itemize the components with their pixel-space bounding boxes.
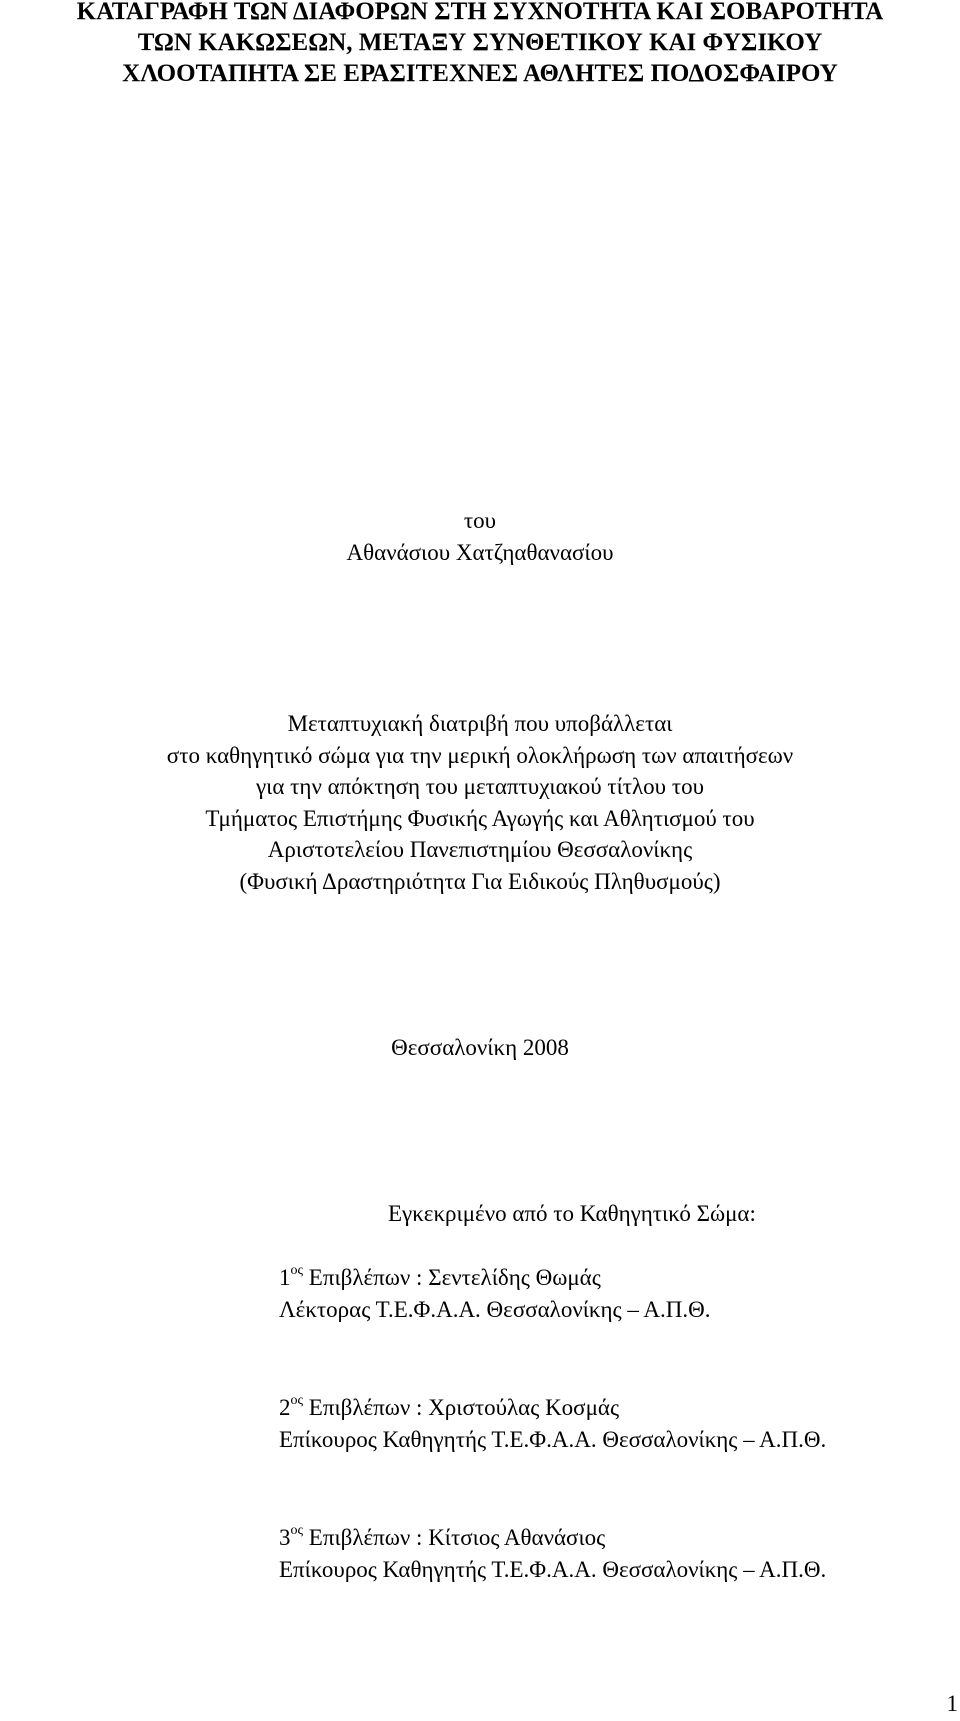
committee-member-2 <box>279 1392 826 1455</box>
committee-heading: Εγκεκριμένο από το Καθηγητικό Σώμα: <box>388 1201 756 1226</box>
member-1-ordinal-suffix: ος <box>290 1263 304 1279</box>
page-number: 1 <box>946 1691 958 1716</box>
place-date-text: Θεσσαλονίκη 2008 <box>391 1035 569 1060</box>
title-line-2: ΤΩΝ ΚΑΚΩΣΕΩΝ, ΜΕΤΑΞΥ ΣΥΝΘΕΤΙΚΟΥ ΚΑΙ ΦΥΣΙΚΟΥ <box>137 29 823 56</box>
member-1-title: Λέκτορας Τ.Ε.Φ.Α.Α. Θεσσαλονίκης – Α.Π.Θ. <box>279 1296 711 1322</box>
member-2-ordinal-suffix: ος <box>290 1393 304 1409</box>
member-3-ordinal-suffix: ος <box>290 1523 304 1539</box>
member-1-ordinal: 1 <box>279 1265 291 1290</box>
committee-member-3 <box>279 1522 826 1585</box>
document-title <box>0 0 960 89</box>
place-date <box>0 1032 960 1064</box>
thesis-line-4: Τμήματος Επιστήμης Φυσικής Αγωγής και Αθλητισμού του <box>205 805 755 831</box>
thesis-line-2: στο καθηγητικό σώμα για την μερική ολοκλήρωση των απαιτήσεων <box>166 742 794 768</box>
thesis-statement <box>0 708 960 897</box>
member-2-ordinal: 2 <box>279 1395 291 1420</box>
committee-member-1 <box>279 1262 710 1325</box>
author-block <box>0 505 960 568</box>
thesis-line-3: για την απόκτηση του μεταπτυχιακού τίτλου του <box>256 774 704 799</box>
author-name: Αθανάσιου Χατζηαθανασίου <box>346 539 614 565</box>
member-3-ordinal: 3 <box>279 1525 291 1550</box>
member-3-label: Επιβλέπων : Κίτσιος Αθανάσιος <box>308 1525 606 1550</box>
author-prefix: του <box>463 508 497 533</box>
thesis-line-6: (Φυσική Δραστηριότητα Για Ειδικούς Πληθυσμούς) <box>239 868 721 894</box>
member-2-title: Επίκουρος Καθηγητής Τ.Ε.Φ.Α.Α. Θεσσαλονίκης – Α.Π.Θ. <box>279 1426 827 1452</box>
thesis-line-1: Μεταπτυχιακή διατριβή που υποβάλλεται <box>287 711 673 736</box>
title-line-1: ΚΑΤΑΓΡΑΦΗ ΤΩΝ ΔΙΑΦΟΡΩΝ ΣΤΗ ΣΥΧΝΟΤΗΤΑ ΚΑΙ ΣΟΒΑΡΟΤΗΤΑ <box>76 0 884 25</box>
member-1-label: Επιβλέπων : Σεντελίδης Θωμάς <box>308 1265 601 1290</box>
member-3-title: Επίκουρος Καθηγητής Τ.Ε.Φ.Α.Α. Θεσσαλονίκης – Α.Π.Θ. <box>279 1556 827 1582</box>
member-2-label: Επιβλέπων : Χριστούλας Κοσμάς <box>308 1395 620 1420</box>
thesis-line-5: Αριστοτελείου Πανεπιστημίου Θεσσαλονίκης <box>267 837 693 862</box>
title-line-3: ΧΛΟΟΤΑΠΗΤΑ ΣΕ ΕΡΑΣΙΤΕΧΝΕΣ ΑΘΛΗΤΕΣ ΠΟΔΟΣΦΑΙΡΟΥ <box>122 60 838 87</box>
